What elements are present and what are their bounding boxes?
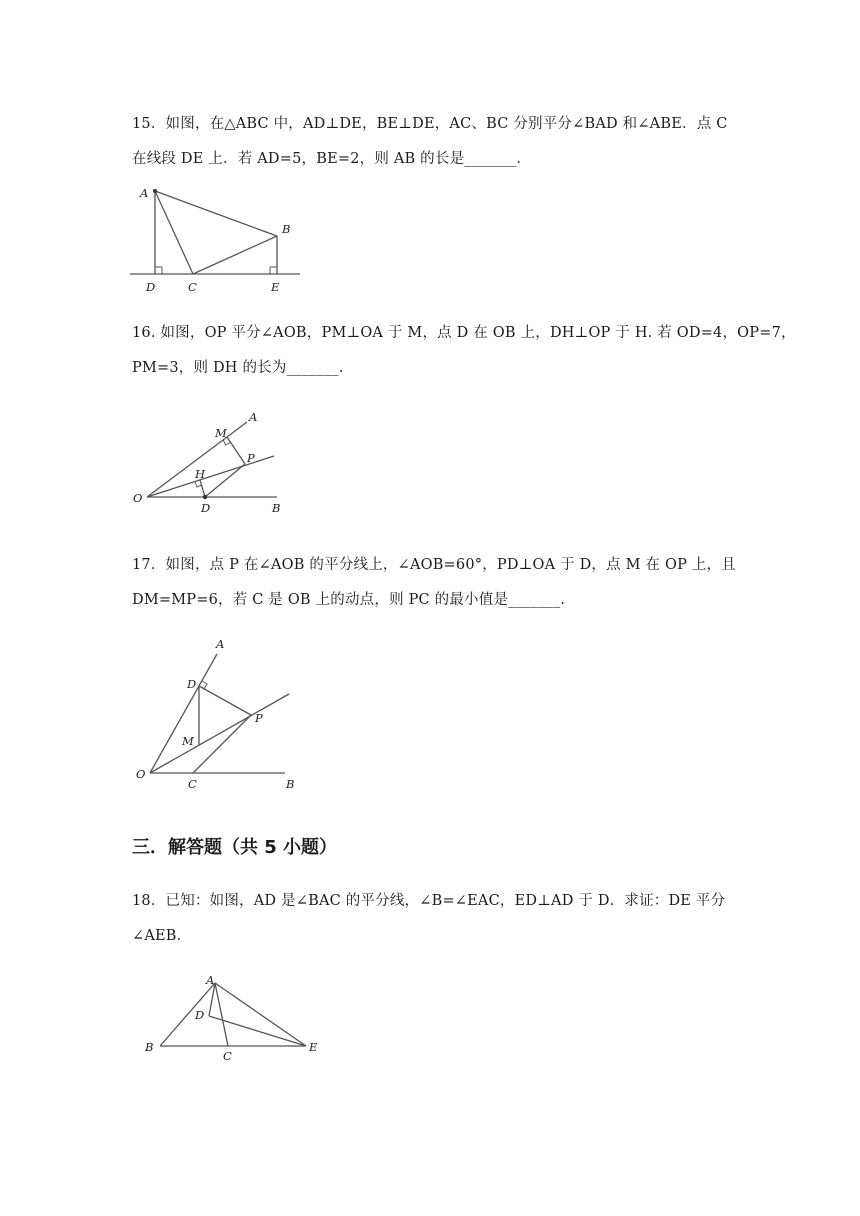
q15-label-a: A	[140, 186, 149, 200]
q18-segment-ae	[215, 983, 306, 1046]
q16-label-a: A	[249, 410, 258, 424]
q16-label-h: H	[195, 467, 206, 481]
q18-text-line2: ∠AEB．	[132, 928, 192, 944]
q15-label-d: D	[146, 280, 156, 294]
q18-label-e: E	[309, 1040, 318, 1054]
q17-label-b: B	[286, 777, 295, 791]
q18-label-d: D	[195, 1008, 205, 1022]
q17-label-d: D	[187, 677, 197, 691]
q15-label-b: B	[282, 222, 291, 236]
q15-label-c: C	[188, 280, 197, 294]
q16-text-line1: 16. 如图，OP 平分∠AOB，PM⊥OA 于 M，点 D 在 OB 上，DH⊥OP 于 H. 若 OD=4，OP=7，	[132, 325, 796, 341]
section-title: 三．解答题（共 5 小题）	[132, 837, 338, 858]
q18-segment-ab	[160, 983, 215, 1046]
q15-text-line2: 在线段 DE 上．若 AD=5，BE=2，则 AB 的长是_______．	[132, 151, 532, 167]
q16-text-line2: PM=3，则 DH 的长为_______.	[132, 360, 344, 376]
q18-label-c: C	[223, 1049, 232, 1063]
q16-label-d: D	[201, 501, 211, 515]
q17-text-line1: 17．如图，点 P 在∠AOB 的平分线上，∠AOB=60°，PD⊥OA 于 D，点 M 在 OP 上，且	[132, 557, 736, 573]
q18-label-a: A	[206, 973, 215, 987]
q17-label-o: O	[136, 767, 146, 781]
q17-text-line2: DM=MP=6，若 C 是 OB 上的动点，则 PC 的最小值是_______.	[132, 592, 566, 608]
q16-label-m: M	[215, 426, 227, 440]
q18-segment-ac	[215, 983, 228, 1046]
q15-label-e: E	[271, 280, 280, 294]
q18-label-b: B	[145, 1040, 154, 1054]
q17-label-c: C	[188, 777, 197, 791]
q18-text-line1: 18．已知：如图，AD 是∠BAC 的平分线，∠B=∠EAC，ED⊥AD 于 D．求证：DE 平分	[132, 893, 726, 909]
q17-label-a: A	[216, 637, 225, 651]
q16-label-p: P	[247, 451, 255, 465]
q17-label-m: M	[182, 734, 194, 748]
q16-label-b: B	[272, 501, 281, 515]
q17-label-p: P	[255, 711, 263, 725]
q16-label-o: O	[133, 491, 143, 505]
q15-text-line1: 15．如图，在△ABC 中，AD⊥DE，BE⊥DE，AC、BC 分别平分∠BAD 和∠ABE．点 C	[132, 116, 728, 132]
q18-segment-de	[209, 1016, 306, 1046]
